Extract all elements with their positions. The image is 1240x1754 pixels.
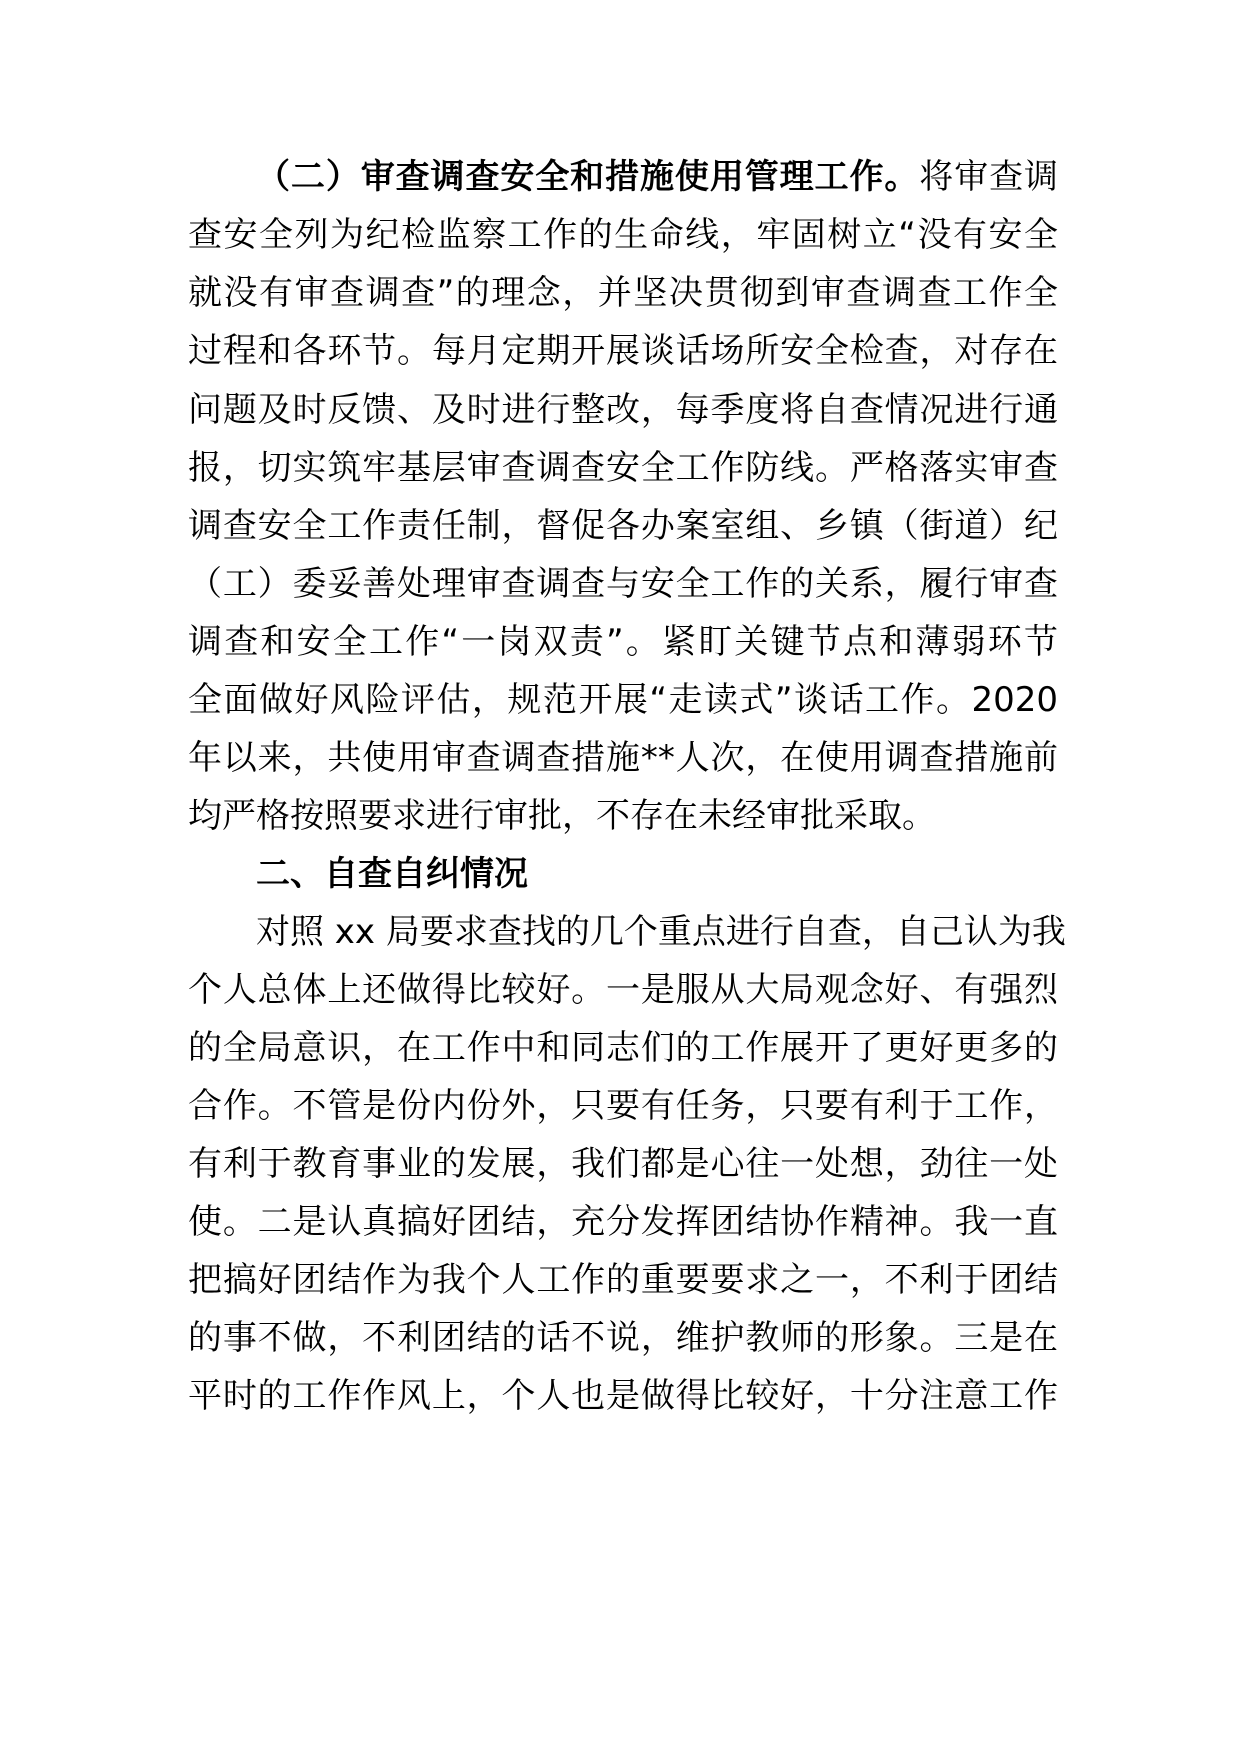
paragraph-line: 的事不做，不利团结的话不说，维护教师的形象。三是在: [188, 1318, 1058, 1358]
paragraph-line: 就没有审查调查”的理念，并坚决贯彻到审查调查工作全: [188, 273, 1058, 313]
paragraph-line: 全面做好风险评估，规范开展“走读式”谈话工作。2020: [188, 680, 1058, 720]
paragraph-line: 个人总体上还做得比较好。一是服从大局观念好、有强烈: [188, 970, 1058, 1010]
paragraph-line: 的全局意识，在工作中和同志们的工作展开了更好更多的: [188, 1028, 1058, 1068]
paragraph-last-line: 均严格按照要求进行审批，不存在未经审批采取。: [188, 796, 936, 836]
paragraph-line: 对照 xx 局要求查找的几个重点进行自查，自己认为我: [256, 912, 1066, 952]
paragraph-line: （工）委妥善处理审查调查与安全工作的关系，履行审查: [188, 564, 1058, 604]
paragraph-line: 查安全列为纪检监察工作的生命线，牢固树立“没有安全: [188, 215, 1058, 255]
paragraph-line: [256, 144, 1058, 210]
paragraph-line: 调查安全工作责任制，督促各办案室组、乡镇（街道）纪: [188, 506, 1058, 546]
subsection-heading: （二）审查调查安全和措施使用管理工作。: [256, 157, 920, 197]
paragraph-line: 有利于教育事业的发展，我们都是心往一处想，劲往一处: [188, 1144, 1058, 1184]
paragraph-text: 将审查调: [919, 157, 1059, 197]
paragraph-line: 调查和安全工作“一岗双责”。紧盯关键节点和薄弱环节: [188, 622, 1058, 662]
paragraph-line: 合作。不管是份内份外，只要有任务，只要有利于工作，: [188, 1086, 1058, 1126]
paragraph-line: 平时的工作作风上，个人也是做得比较好，十分注意工作: [188, 1376, 1058, 1416]
paragraph-line: 问题及时反馈、及时进行整改，每季度将自查情况进行通: [188, 390, 1058, 430]
paragraph-line: 使。二是认真搞好团结，充分发挥团结协作精神。我一直: [188, 1202, 1058, 1242]
paragraph-line: 报，切实筑牢基层审查调查安全工作防线。严格落实审查: [188, 448, 1058, 488]
section-heading: 二、自查自纠情况: [256, 854, 528, 894]
paragraph-line: 年以来，共使用审查调查措施**人次，在使用调查措施前: [188, 738, 1058, 778]
paragraph-line: 过程和各环节。每月定期开展谈话场所安全检查，对存在: [188, 331, 1058, 371]
paragraph-line: 把搞好团结作为我个人工作的重要要求之一，不利于团结: [188, 1260, 1058, 1300]
